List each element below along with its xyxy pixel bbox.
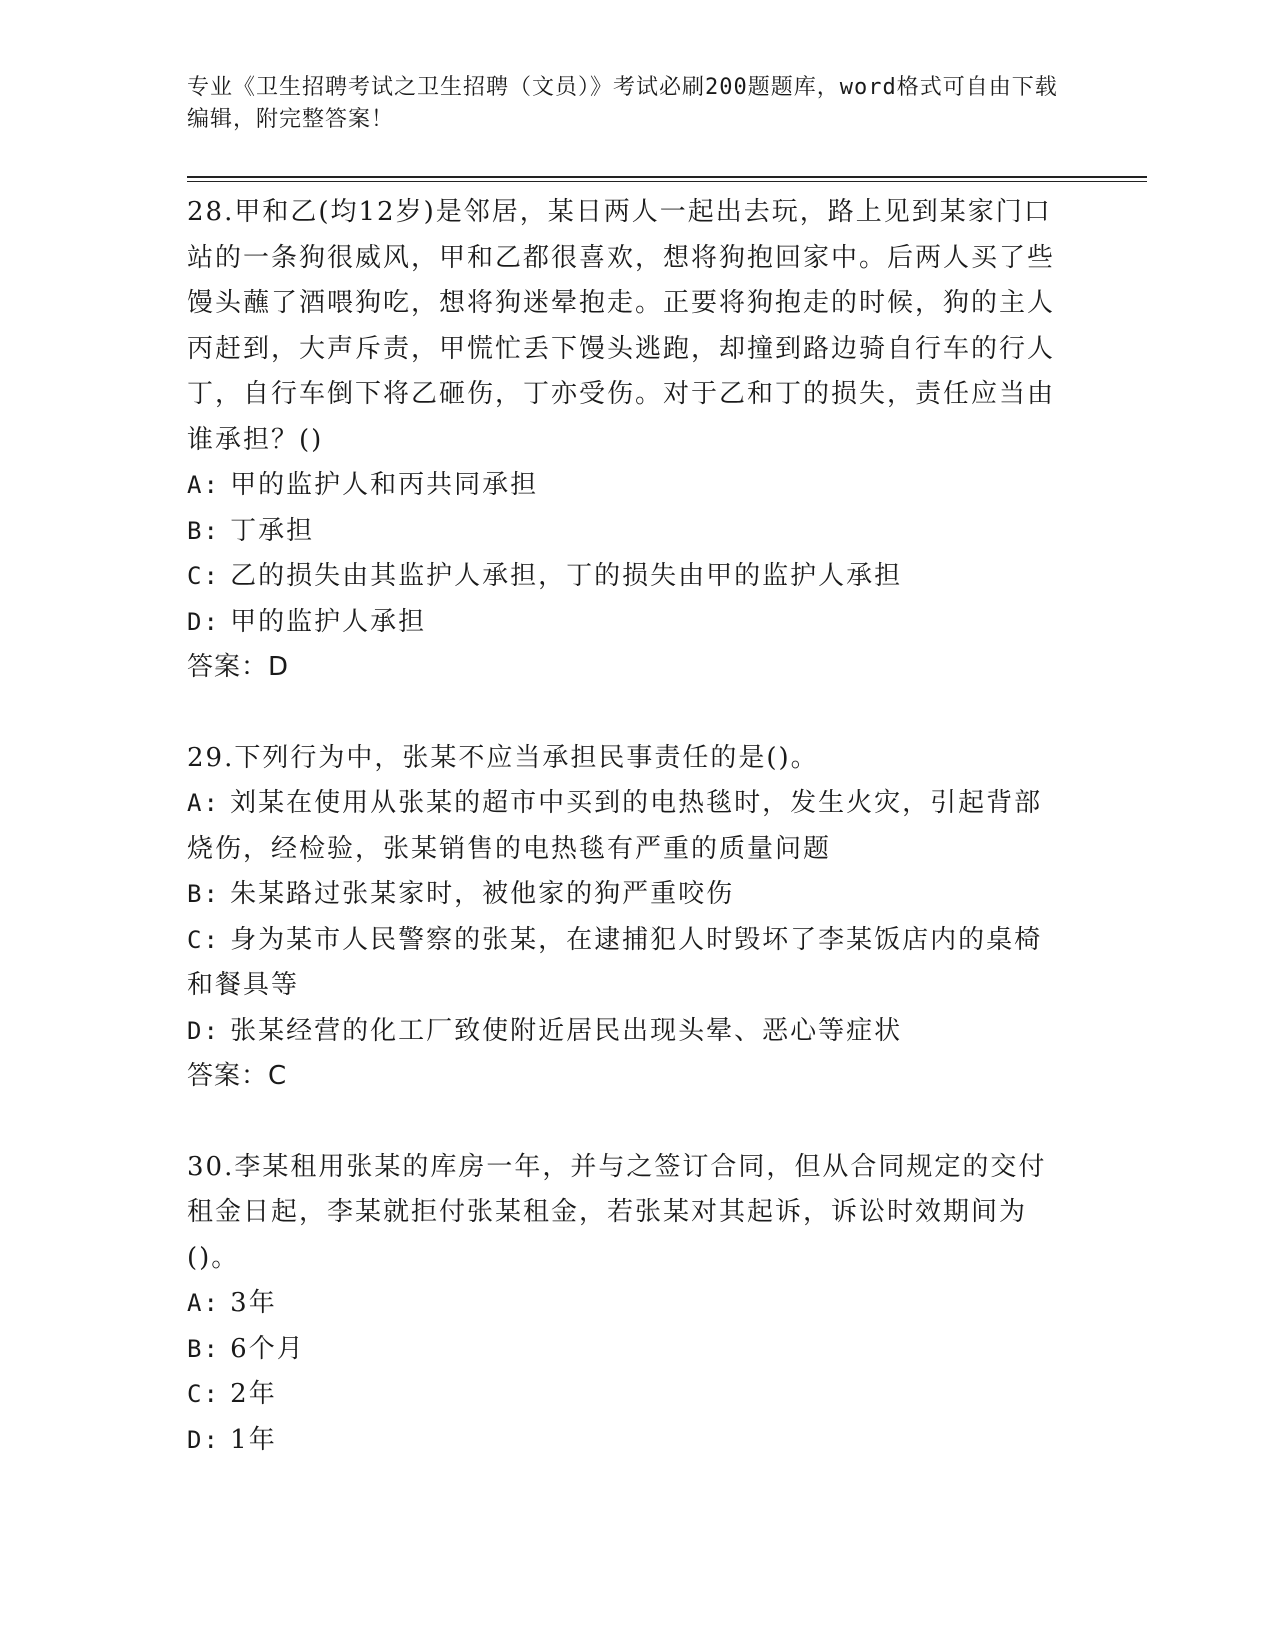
- option-text: 2年: [230, 1379, 277, 1409]
- header-divider-thin: [187, 181, 1147, 182]
- question-stem: 28.甲和乙(均12岁)是邻居，某日两人一起出去玩，路上见到某家门口站的一条狗很威风，甲和乙都很喜欢，想将狗抱回家中。后两人买了些馒头蘸了酒喂狗吃，想将狗迷晕抱走。正要将狗抱走的时候，狗的主人丙赶到，大声斥责，甲慌忙丢下馒头逃跑，却撞到路边骑自行车的行人丁，自行车倒下将乙砸伤，丁亦受伤。对于乙和丁的损失，责任应当由谁承担？(): [187, 197, 1056, 455]
- option-key: B:: [187, 880, 220, 908]
- question-list: [187, 190, 1067, 1463]
- option-key: D:: [187, 1425, 220, 1454]
- header-divider-thick: [187, 176, 1147, 178]
- option-text: 3年: [230, 1288, 277, 1318]
- option-key: A:: [187, 471, 220, 499]
- answer-line: 答案：C: [187, 1061, 288, 1091]
- spacer: [187, 1100, 1067, 1145]
- option-text: 甲的监护人和丙共同承担: [230, 470, 539, 500]
- option-c: [187, 554, 1067, 600]
- option-d: [187, 1009, 1067, 1055]
- option-text: 刘某在使用从张某的超市中买到的电热毯时，发生火灾，引起背部烧伤，经检验，张某销售的电热毯有严重的质量问题: [187, 788, 1043, 864]
- option-key: B:: [187, 516, 220, 545]
- option-key: C:: [187, 562, 220, 590]
- document-header: 专业《卫生招聘考试之卫生招聘（文员）》考试必刷200题题库，word格式可自由下载编辑，附完整答案！: [187, 75, 1058, 132]
- option-d: [187, 1418, 1067, 1464]
- option-a: [187, 781, 1067, 872]
- option-text: 张某经营的化工厂致使附近居民出现头晕、恶心等症状: [230, 1015, 903, 1046]
- question-28: [187, 190, 1067, 691]
- answer-line: 答案：D: [187, 652, 290, 682]
- question-stem: 29.下列行为中，张某不应当承担民事责任的是()。: [187, 742, 819, 773]
- option-text: 6个月: [230, 1333, 305, 1364]
- option-b: [187, 872, 1067, 918]
- option-text: 乙的损失由其监护人承担，丁的损失由甲的监护人承担: [230, 561, 903, 591]
- option-key: B:: [187, 1334, 220, 1363]
- option-text: 甲的监护人承担: [230, 606, 427, 637]
- option-key: A:: [187, 1289, 220, 1317]
- option-key: D:: [187, 607, 220, 636]
- question-29: [187, 736, 1067, 1100]
- option-b: [187, 509, 1067, 555]
- option-a: [187, 1281, 1067, 1327]
- option-key: C:: [187, 1380, 220, 1408]
- option-key: D:: [187, 1016, 220, 1045]
- option-key: A:: [187, 789, 220, 817]
- option-text: 1年: [230, 1424, 277, 1455]
- option-d: [187, 600, 1067, 646]
- option-c: [187, 918, 1067, 1009]
- question-30: [187, 1145, 1067, 1464]
- option-a: [187, 463, 1067, 509]
- option-text: 丁承担: [230, 515, 315, 546]
- option-text: 朱某路过张某家时，被他家的狗严重咬伤: [230, 879, 735, 909]
- option-b: [187, 1327, 1067, 1373]
- option-key: C:: [187, 925, 220, 954]
- question-stem: 30.李某租用张某的库房一年，并与之签订合同，但从合同规定的交付租金日起，李某就拒付张某租金，若张某对其起诉，诉讼时效期间为()。: [187, 1151, 1047, 1273]
- option-text: 身为某市人民警察的张某，在逮捕犯人时毁坏了李某饭店内的桌椅和餐具等: [187, 924, 1043, 1000]
- spacer: [187, 691, 1067, 736]
- option-c: [187, 1372, 1067, 1418]
